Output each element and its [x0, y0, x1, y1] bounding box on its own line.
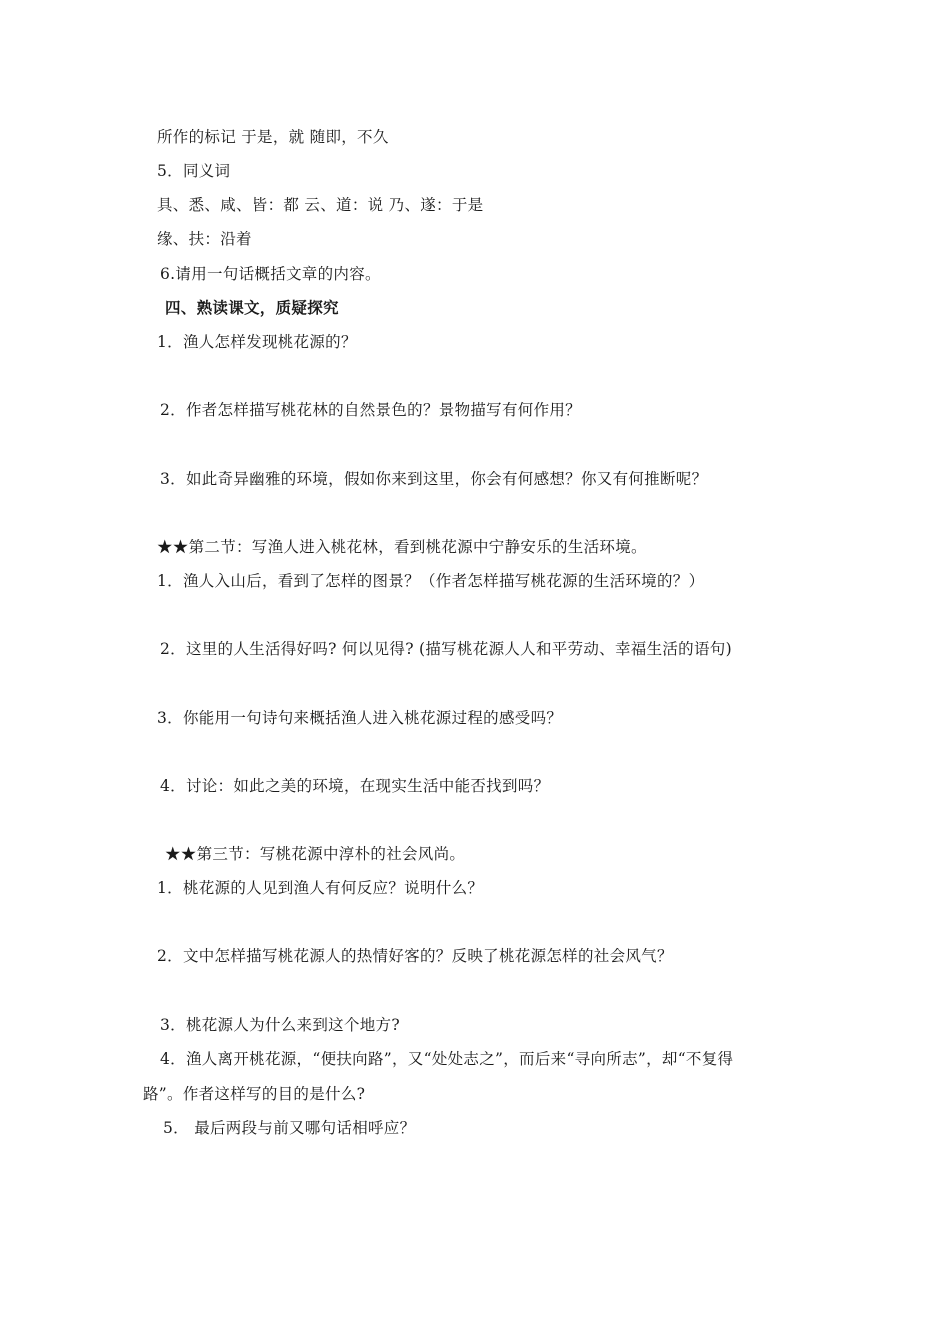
question-item: 4．讨论：如此之美的环境，在现实生活中能否找到吗？ [160, 777, 550, 795]
question-item: 3．桃花源人为什么来到这个地方? [160, 1016, 400, 1034]
question-item: 2．文中怎样描写桃花源人的热情好客的？反映了桃花源怎样的社会风气？ [157, 947, 673, 965]
text-line: 6.请用一句话概括文章的内容。 [160, 265, 381, 283]
section-subheading: ★★第二节：写渔人进入桃花林，看到桃花源中宁静安乐的生活环境。 [157, 538, 647, 556]
section-subheading: ★★第三节：写桃花源中淳朴的社会风尚。 [165, 845, 466, 863]
question-item: 1．渔人入山后，看到了怎样的图景？（作者怎样描写桃花源的生活环境的？） [157, 572, 705, 590]
question-item: 5． 最后两段与前又哪句话相呼应？ [163, 1119, 416, 1137]
question-item: 4．渔人离开桃花源，“便扶向路”，又“处处志之”，而后来“寻向所志”，却“不复得 [160, 1050, 734, 1068]
text-line: 5．同义词 [157, 162, 231, 180]
text-line: 所作的标记 于是，就 随即，不久 [157, 128, 389, 146]
question-item: 1．桃花源的人见到渔人有何反应？说明什么？ [157, 879, 484, 897]
question-item: 1．渔人怎样发现桃花源的？ [157, 333, 357, 351]
question-item-continuation: 路”。作者这样写的目的是什么? [143, 1085, 366, 1103]
question-item: 3．如此奇异幽雅的环境，假如你来到这里，你会有何感想？你又有何推断呢？ [160, 470, 708, 488]
question-item: 2．作者怎样描写桃花林的自然景色的？景物描写有何作用？ [160, 401, 581, 419]
question-item: 2．这里的人生活得好吗? 何以见得? (描写桃花源人人和平劳动、幸福生活的语句) [160, 640, 732, 658]
text-line: 具、悉、咸、皆：都 云、道：说 乃、遂：于是 [157, 196, 484, 214]
section-heading: 四、熟读课文，质疑探究 [165, 298, 339, 317]
question-item: 3．你能用一句诗句来概括渔人进入桃花源过程的感受吗？ [157, 709, 563, 727]
text-line: 缘、扶：沿着 [157, 230, 252, 248]
